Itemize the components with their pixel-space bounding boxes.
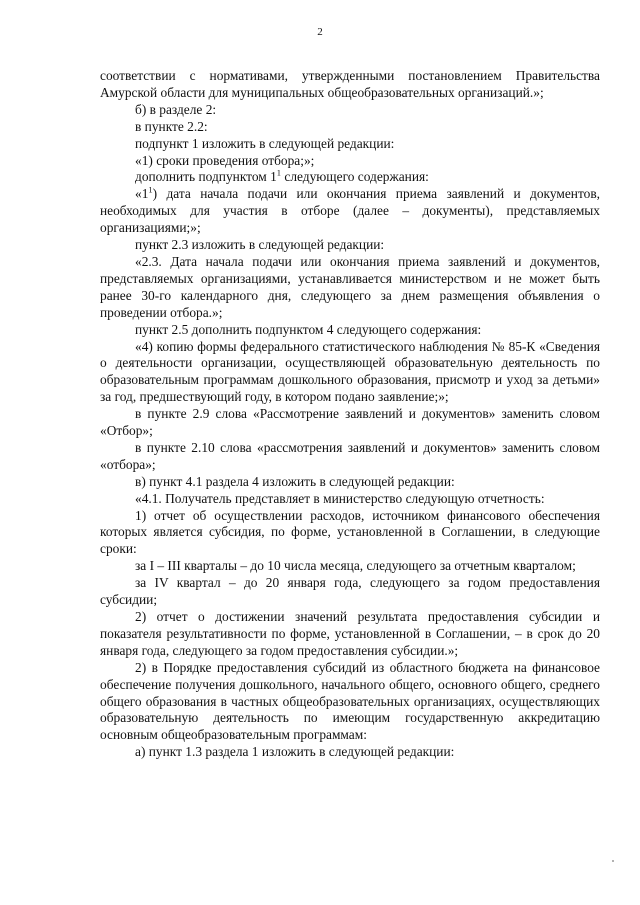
paragraph: пункт 2.5 дополнить подпунктом 4 следующего содержания: [135, 321, 482, 337]
paragraph: за I – III кварталы – до 10 числа месяца, следующего за отчетным кварталом; [135, 558, 576, 574]
paragraph-with-superscript [100, 169, 600, 186]
paragraph: 2) в Порядке предоставления субсидий из областного бюджета на финансовое обеспечение получения дошкольного, начального общего, основного общего, среднего общего образования в частных общеобразовательных организациях, осуществляющих образовательную деятельность по имеющим государственную аккредитацию основным общеобразовательным программам: [100, 659, 600, 743]
paragraph: за IV квартал – до 20 января года, следующего за годом предоставления субсидии; [100, 575, 600, 608]
page-number: 2 [317, 26, 323, 38]
paragraph-text: ) дата начала подачи или окончания приема заявлений и документов, необходимых для участия в отборе (далее – документы), представляемых организациями;»; [100, 186, 600, 236]
scan-speck [612, 860, 614, 862]
paragraph-with-superscript [100, 186, 600, 237]
paragraph-text: дополнить подпунктом 1 [135, 169, 277, 185]
paragraph: в пункте 2.9 слова «Рассмотрение заявлений и документов» заменить словом «Отбор»; [100, 406, 600, 439]
paragraph: «2.3. Дата начала подачи или окончания приема заявлений и документов, представляемых организациями, устанавливается министерством и не может быть ранее 30-го календарного дня, следующего за днем размещения объявления о проведении отбора.»; [100, 253, 600, 320]
paragraph: пункт 2.3 изложить в следующей редакции: [135, 237, 385, 253]
document-body [100, 68, 600, 761]
paragraph-text: следующего содержания: [284, 169, 429, 185]
paragraph: в) пункт 4.1 раздела 4 изложить в следующей редакции: [135, 473, 455, 489]
paragraph: подпункт 1 изложить в следующей редакции: [135, 135, 395, 151]
paragraph: в пункте 2.2: [135, 118, 208, 134]
paragraph: 1) отчет об осуществлении расходов, источником финансового обеспечения которых является субсидия, по форме, установленной в Соглашении, в следующие сроки: [100, 507, 600, 557]
superscript-one: 1 [276, 167, 282, 178]
paragraph: б) в разделе 2: [135, 101, 217, 117]
paragraph: в пункте 2.10 слова «рассмотрения заявлений и документов» заменить словом «отбора»; [100, 439, 600, 472]
paragraph: «4) копию формы федерального статистического наблюдения № 85-К «Сведения о деятельности организации, осуществляющей образовательную деятельность по образовательным программам дошкольного образования, присмотр и уход за детьми» за год, предшествующий году, в котором подано заявление;»; [100, 338, 600, 405]
superscript-one: 1 [148, 184, 153, 195]
paragraph: 2) отчет о достижении значений результата предоставления субсидии и показателя результативности по форме, установленной в Соглашении, – в срок до 20 января года, следующего за годом предоставления субсидии.»; [100, 609, 600, 658]
paragraph: «1) сроки проведения отбора;»; [135, 152, 315, 168]
paragraph: «4.1. Получатель представляет в министерство следующую отчетность: [135, 490, 545, 506]
paragraph: соответствии с нормативами, утвержденными постановлением Правительства Амурской области для муниципальных общеобразовательных организаций.»; [100, 68, 600, 100]
paragraph: а) пункт 1.3 раздела 1 изложить в следующей редакции: [135, 744, 455, 760]
paragraph-text: «1 [135, 186, 149, 202]
